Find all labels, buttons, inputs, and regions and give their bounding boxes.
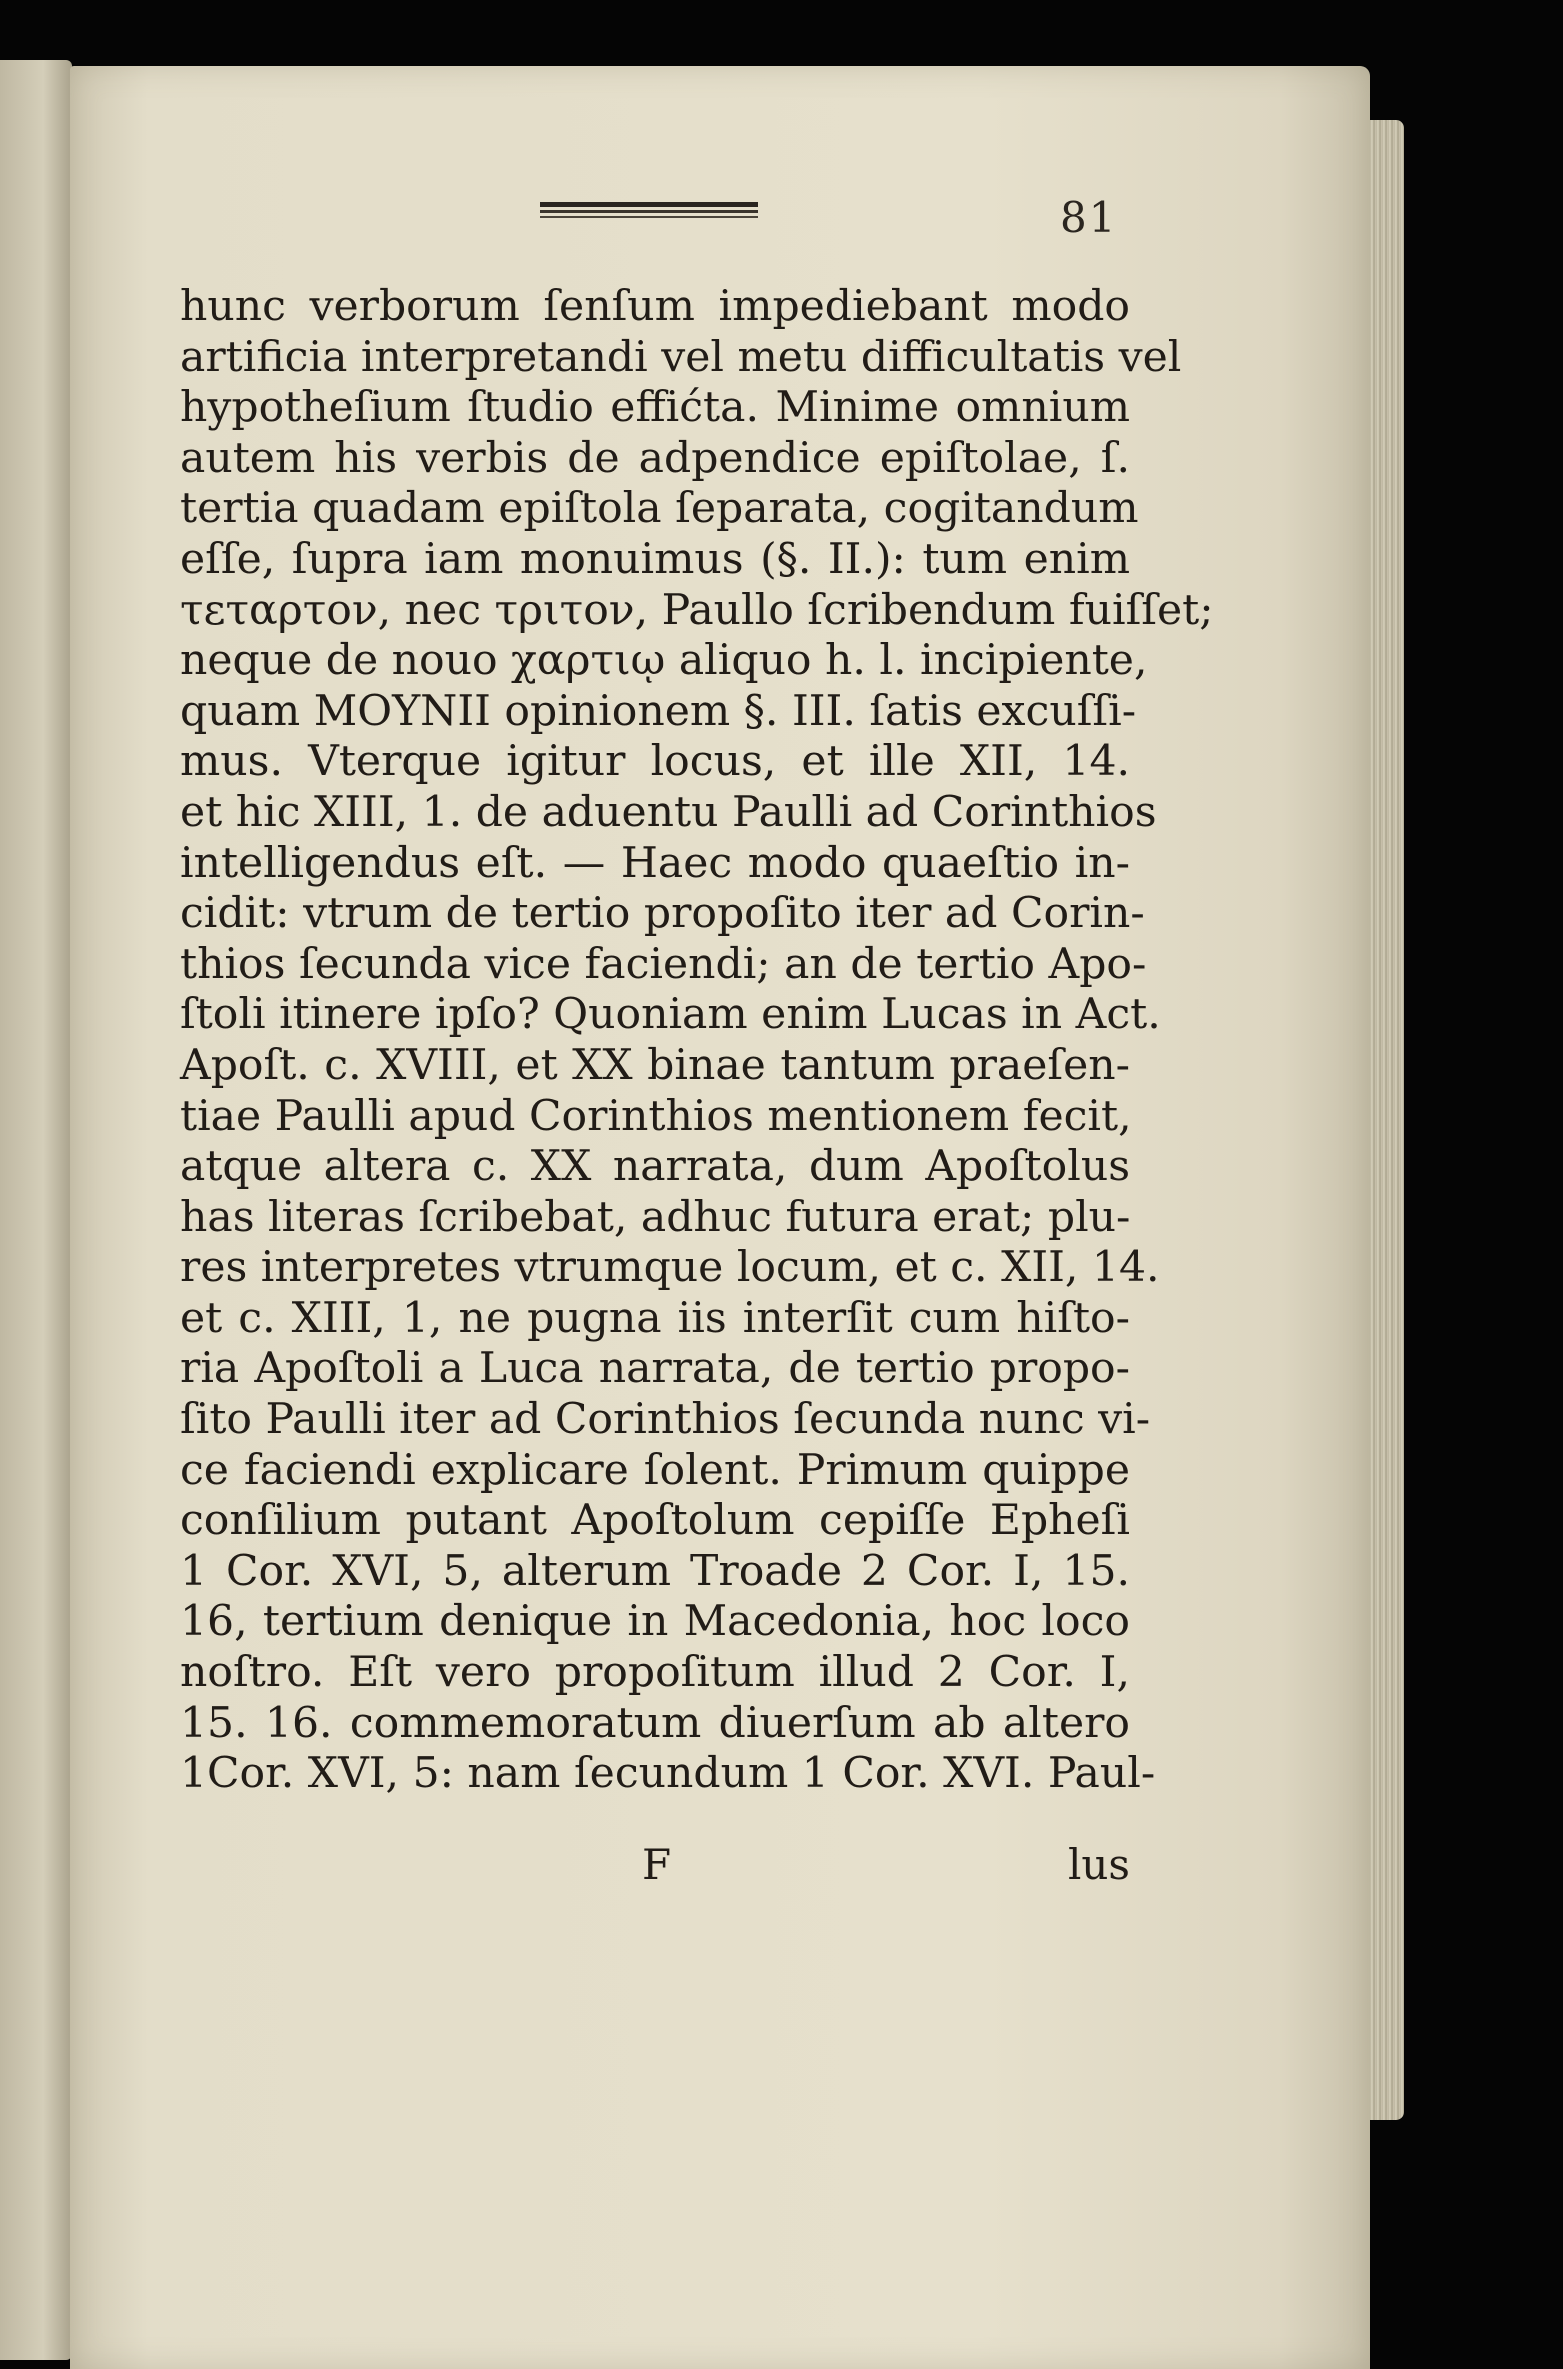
text-line: tiae Paulli apud Corinthios mentionem fecit, bbox=[180, 1091, 1132, 1141]
page-fore-edges bbox=[1370, 120, 1404, 2120]
page-footer bbox=[180, 1840, 1130, 1890]
text-line: 1 Cor. XVI, 5, alterum Troade 2 Cor. I, 15. bbox=[180, 1546, 1130, 1596]
text-line: thios ſecunda vice faciendi; an de tertio Apo- bbox=[180, 939, 1147, 989]
facing-page-edge bbox=[0, 60, 72, 2360]
body-text bbox=[180, 282, 1214, 1800]
catchword: lus bbox=[1067, 1840, 1130, 1889]
text-line: Apoſt. c. XVIII, et XX binae tantum praeſen- bbox=[180, 1040, 1130, 1090]
text-line: autem his verbis de adpendice epiſtolae, ſ. bbox=[180, 433, 1130, 483]
text-line: eſſe, ſupra iam monuimus (§. II.): tum enim bbox=[180, 534, 1130, 584]
text-line: res interpretes vtrumque locum, et c. XII, 14. bbox=[180, 1243, 1160, 1293]
text-line: conſilium putant Apoſtolum cepiſſe Epheſi bbox=[180, 1496, 1130, 1546]
text-line: atque altera c. XX narrata, dum Apoſtolus bbox=[180, 1142, 1130, 1192]
text-line: hunc verborum ſenſum impediebant modo bbox=[180, 282, 1130, 331]
text-line: tertia quadam epiſtola ſeparata, cogitandum bbox=[180, 484, 1139, 534]
text-line: cidit: vtrum de tertio propoſito iter ad Corin- bbox=[180, 889, 1145, 939]
text-line: ſito Paulli iter ad Corinthios ſecunda nunc vi- bbox=[180, 1395, 1151, 1445]
text-line: et c. XIII, 1, ne pugna iis interſit cum hiſto- bbox=[180, 1293, 1130, 1343]
signature-mark: F bbox=[642, 1840, 672, 1889]
text-line: 15. 16. commemoratum diuerſum ab altero bbox=[180, 1698, 1130, 1748]
text-line: noſtro. Eſt vero propoſitum illud 2 Cor. I, bbox=[180, 1648, 1130, 1698]
page-number: 81 bbox=[1060, 193, 1118, 242]
text-line: quam MOYNII opinionem §. III. ſatis excuſſi- bbox=[180, 686, 1137, 736]
text-line: et hic XIII, 1. de aduentu Paulli ad Corinthios bbox=[180, 787, 1157, 837]
text-line: has literas ſcribebat, adhuc futura erat; plu- bbox=[180, 1192, 1131, 1242]
header-ornament-rule bbox=[540, 202, 758, 220]
text-line: ria Apoſtoli a Luca narrata, de tertio propo- bbox=[180, 1344, 1130, 1394]
text-line: intelligendus eſt. — Haec modo quaeſtio in- bbox=[180, 838, 1130, 888]
text-line: mus. Vterque igitur locus, et ille XII, 14. bbox=[180, 737, 1130, 787]
text-line: artificia interpretandi vel metu difficultatis vel bbox=[180, 332, 1182, 382]
text-line: 16, tertium denique in Macedonia, hoc loco bbox=[180, 1597, 1130, 1647]
text-line: 1Cor. XVI, 5: nam ſecundum 1 Cor. XVI. Paul- bbox=[180, 1749, 1156, 1799]
text-line: ce faciendi explicare ſolent. Primum quippe bbox=[180, 1445, 1130, 1495]
text-line: τεταρτον, nec τριτον, Paullo ſcribendum fuiſſet; bbox=[180, 585, 1214, 635]
text-line: ſtoli itinere ipſo? Quoniam enim Lucas in Act. bbox=[180, 990, 1161, 1040]
text-line: neque de nouo χαρτιῳ aliquo h. l. incipiente, bbox=[180, 636, 1148, 686]
text-line: hypotheſium ſtudio effićta. Minime omnium bbox=[180, 383, 1130, 433]
